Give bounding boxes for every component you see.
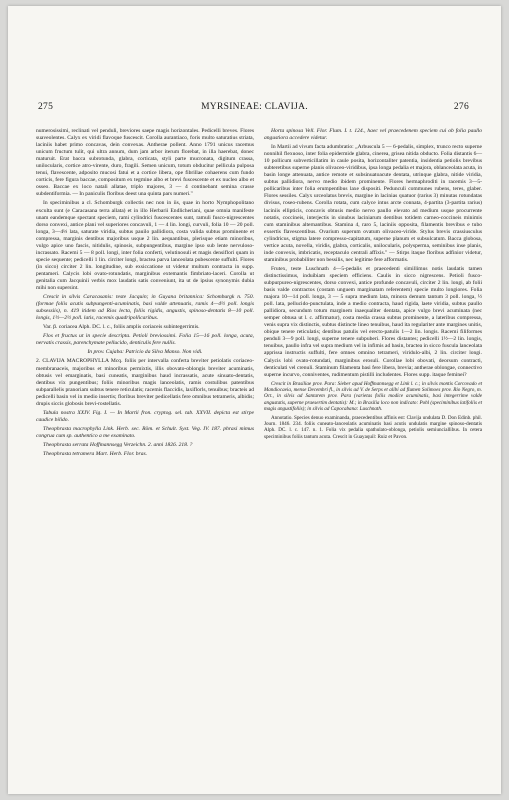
- left-paragraph-6: In prov. Cujaba: Patricio da Silva Manso. Non vidi.: [87, 349, 203, 356]
- running-title: MYRSINEAE: CLAVIJA.: [201, 102, 308, 112]
- left-paragraph-9: Theophrasta macrophylla Link. Herb. sec. Röm. et Schult. Syst. Veg. IV. 187. phrasi mimus congrua cum sp. authentico a me examinato.: [36, 425, 254, 439]
- page-number-left: 275: [38, 102, 54, 112]
- right-paragraph-2: In Martii ad vivum facta adumbratio: „Arbuscula 5 — 6-pedalis, simplex, trunco recto superne nonnihil flexuoso, inter folia epidermide glabra, cinerea, grisea nitida obducto. Folia distantis 6—10 pollicum subverticillatim in caule posita, horizontaliter patentia, insidentia petiolis brevibus subteretibus superne planis olivaceo-viridibus, ipsa longa pedalia et majora, oblanceolata acuta, in basin longe attenuata, antice remote et subsinuatoacute dentata, utrinque glabra, nitide viridia, subtus pallidiora, nervo medio ibidem prominente. Flores hermaphroditi in racemis 3—5-pollicaribus inter folia erumpentibus laxe dispositi. Pedunculi communes rubens, teres, glaber. Flores sessiles. Calyx urceolatus brevis, margine in lacinias quatuor (rarius 3) minutas rotundatas divisus, roseo-rubens. Corolla rotata, cum calyce intus arcte connata, 4-partita (3-partita rarius) laciniis ellipticis, concavis obtusis medio nervo paullo elevato ad medium usque procurrente notatis, coccineis, interjectis in sinubus laciniarum dentibus totidem carneo-coccineis minimis cum staminibus alternantibus. Stamina 4, raro 5, laciniis opposita, filamentis brevibus e tubo exsertis flavescentibus. Ovarium superum ovatum olivaceo-viride. Stylus brevis crassiusculus cylindricus, stigma latere compresso-capitatum, superne planum et subsulcatum. Bacca globosa, vertice acuta, novella, viridis, glabra, corticalis, unilocularis, polysperma, seminibus inse planis, inde convexis, imbricatis, receptaculo centrali affixis." — Stirps itaque floribus adfinior videtur, staminibus probabiliter non bessilis, nec legitime fere afformatis.: [264, 144, 482, 263]
- right-paragraph-1: Horta spinosa Vell. Flor. Flum. I. t. 124., haec vel praecedenem speciem cui ob folia paullo angustiora accedere videtur.: [264, 128, 482, 142]
- left-paragraph-10: Theophrasta serrata Hoffmannsegg Verzeichn. 2. anni 1826. 218. ?: [43, 441, 193, 448]
- left-paragraph-2: In speciminibus a cl. Schomburgk collectis nec non in iis, quae in horto Nymphopolitano exculta sunt (e Caracasana terra allata) et in illo Herbarii Endlicheriani, quae omnia manifeste unam eandemque spectant speciem, rami cylindrici fuscescentes sunt, ramuli fusco-nigrescentes dorso convexi, antice plani vel superiores concavuli, 1 — 4 lin. longi, curvuli, folia 10 — 20 poll. longa, 3—4⅓ lata, saturate viridia, subtus pauilo pallidiora, costa valida subtus prominente et compressa, marginis dentibus majoribus usque 2 lin. aequantibus, plerisque etiam minoribus, vulgo apice uno fascis, nitidulis, spinosis, subpungentibus, margine ipso sub lente nervuloso-incrassato. Racemi 5 — 8 poll. longi, inter folia conferti, velutinosuli et magis densiflori quam in specie sequente; pedicelli 1 lin. circiter longi, bractea parva lanceolata pubescente suffulti. Flores (in sicco) circiter 2 lin. longitudine, sub exsiccatione ut videtur multum contracta in supp. pentameri. Calycis lobi ovato-rotundatis, marginibus extemantis fimbriato-laceri. Corolla ut genitalia cum Jacquinii verbis mox laudatis satis conveniunt, ita ut de ipsius synonymis dubia mihi non supersint.: [36, 200, 254, 292]
- right-paragraph-3: Frutex, teste Luschnath 4—5-pedalis et praecedenti simillimus notis laudatis tamen distinctissimus, induibiam speciem efficiens. Caulis in sicco nigrescens. Petioli fusco-subpurpureo-nigrescentes, dorso convexi, antice profunde concavuli, circiter 2 lin. longi, ab folii basis valde contractos (costam unguem marginatam referentem) specie multo longiores. Folia majora 10—14 poll. longa, 3 — 5 supra medium lata, minora demum tantum 3 poll. longa, ½ poll. lata, pellucido-punctulata, inde a medio contracta, haud rigida, laete viridia, subtus paullo pallidiora, secundum totum marginem inaequaliter dentata, apice vulgo brevi acuminata (nec semper obtusa ut l. c. affirmatur), costa media crassa subtus prominente, a lateribus compressa, venis supra vix distinctis, subtus distincte lineo tenuibus, haud ita regulariter ante margines unitis, obique tenere reticulatis; dentibus patulis vel erecto-patulis 1—2 lin. longis. Racemi filiformes penduli 3—9 poll. longi, superne tenere subpuberi. Flores distantes; pedicelli 1½—2 lin. longis, tenuibus, paullo infra vel supra medium vel in infimis ad basin, bractea in sicco fuscula lanceolata apprissa instructis suffulti, fere omnes omnino tetrameri, viridulo-albi, 2 lin. circiter longi. Calycis lobi ovato-rotundati, marginibus erosuli. Corollae lobi obovati, deorsum contracti, denticulati vel crenuli. Staminum filamenta basi fere libera, brevia; antherae oblongae, connectivo superne incurvo, conniventes, rudimentum pistilli includentes. Flores supp. itaque feminei?: [264, 265, 482, 378]
- left-paragraph-5: Flos et fructus ut in specie descripta. Petioli breviossimi. Folia 15—16 poll. longa, acuta, nervatis crassis, parenchymate pellucido, denticulis fere nullis.: [36, 333, 254, 347]
- left-paragraph-7: 2. CLAVIJA MACROPHYLLA Mcq. foliis per intervalla conferta breviter petiolatis coriaceo-membranaceis, majoribus et minoribus permixtis, illis obovato-oblongis breviter acuminatis, obtusis vel emarginatis, basi cuneatis, marginibus haud incrassatis, acute sinuato-dentatis, dentibus vix pungentibus; foliis minoribus magis lanceolatis, ramis costulibus patentibus subparallelis pranoriam subtus tenere reticulatis; racemis flaccidis, laxiflorls, tenuibus; bracteis ad pedicelli basin vel in medio insertis; floribus breviter pedicellatis fere omnibus tetrameris, albidis; drupis siccis globosis brevi-rostellatis.: [36, 358, 254, 407]
- left-paragraph-4: Var. β. coriacea Alph. DC. l. c., foliis amplis coriaceis subintegerrimis.: [43, 324, 200, 331]
- right-paragraph-4: Crescit in Brasiliae prov. Para: Sieber apud Hoffmannsegg et Link l. c.; in silvis montis Corcovado et Mandiocaeia, mense Decembri fl., in silvis ad V. de Serps et alibi ad flumen Solimoes prov. Rio Negro, m. Oct., in silvis ad Santarem prov. Para (varietas foliis modice acuminatis, basi integerrime valde angustatis, superne praesertim dentatis): M.; in Brasilia loco non indicato: Pohl (speciminibus latifoliis et magis angustifoliis); in silvis ad Capocabana: Luschnath.: [264, 380, 482, 413]
- right-paragraph-5: Annotatio. Species denuo examinanda, praecedentibus affinis est: Clavija undulata D. Don Edinb. phil. Journ. 1846. 234. foliis cuneato-lanceolatis acuminatis basi acutis undulatis margine spinoso-dentatis Alph. DC. l. c. 147. n. 1. Folia vix pedalia spathulato-oblonga, petiolis semiunciallibus. In cetera speciminibus foliis tantum acuta. Crescit in Guayaquil: Ruiz et Pavon.: [264, 414, 482, 440]
- left-paragraph-8: Tabula nostra XXIV. Fig. I. — In Martii fron. cryptog. sel. tab. XXVII. depicta est stirpe caudice bilido.: [36, 409, 254, 423]
- right-text-column: [264, 128, 482, 442]
- page-number-right: 276: [453, 102, 469, 112]
- left-paragraph-11: Theophrasta tetramera Mart. Herb. Flor. bras.: [43, 451, 148, 458]
- left-paragraph-1: numerosissimi, reclinati vel penduli, breviores saepe magis horizontales. Pedicelli breves. Flores suaveolentes. Calyx ex viridi flavoque fuscescit. Corolla aurantiaco, foris multo saturatius striata, laciniis habet primo concavas, dein convexas. Antherae pollent. Anno 1791 unicus racemus unicum fructum tulit, qui ultra annum, dum jam arbor iterum florebat, in illa haerebat, donec maturuit. Erat bacca subrotunda, glabra, corticata, styli parte mucronata, digitum crassa, unilocularis, cortice atro-virente, duro, fragili. Semen unicum, totum obducitur pellicula pulposa tenui, flavescente, adposito mucosi fatui et a cortice libera, ope fibrillae cohaerens cum fundo corticis, fere figura baccae, compositum ex tegmine albo et brevi fuscescente et ex nucleo albo et osseo. Baccae ex loco natali allatae, triplo majores, 3 — 4 continebant semina crasse subdentiformia. — In paniculis floribus deest una quinta pars numeri.": [36, 128, 254, 198]
- left-paragraph-3: Crescit in silvis Caracasanis: teste Jacquin; in Guyana britannica: Schomburgk n. 750. (formae foliis acutis subpungenti-acuminatis, basi valde attenuatis, ramis 4—4½ poll. longis subsessiis), n. 419 itidem ad Rios lecta, foliis rigidis, angustis, spinoso-dentatis 8—10 poll. longis, 1½—2½ poll. latis, racemis quadripollicaribus.: [36, 294, 254, 322]
- book-page: [8, 6, 501, 794]
- page-header: [34, 102, 475, 116]
- left-text-column: [36, 128, 254, 460]
